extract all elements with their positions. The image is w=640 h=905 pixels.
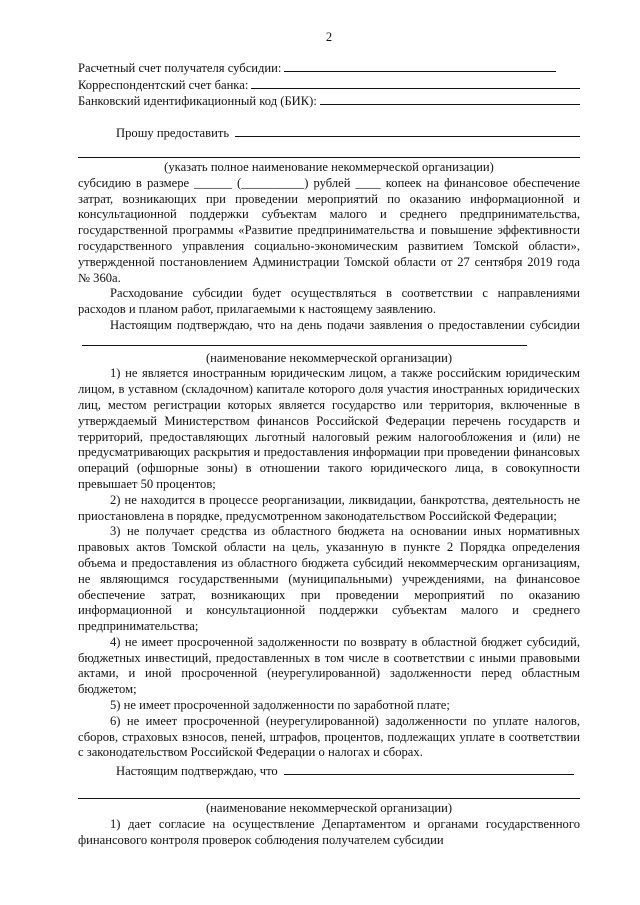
confirm1-lead: Настоящим подтверждаю, что на день подачи заявления о предоставлении субсидии [78,318,580,351]
confirm1-item-2: 2) не находится в процессе реорганизации, ликвидации, банкротства, деятельность не приостановлена в порядке, предусмотренном законодательством Российской Федерации; [78,492,580,523]
confirm1-caption: (наименование некоммерческой организации) [205,350,453,365]
bik-blank[interactable] [320,93,580,105]
confirm1-item-6: 6) не имеет просроченной (неурегулированной) задолженности по уплате налогов, сборов, страховых взносов, пеней, штрафов, процентов, подлежащих уплате в соответствии с законодательством Российской Федерации о налогах и сборах. [78,713,580,760]
confirm2-row [78,763,580,780]
account-blank[interactable] [284,60,556,72]
confirm2-item-1: 1) дает согласие на осуществление Департаментом и органами государственного финансового контроля проверок соблюдения получателем субсидии [78,816,580,847]
request-row [78,125,580,142]
corr-row [78,77,580,94]
confirm2-blank[interactable] [284,763,574,775]
confirm1-item-5: 5) не имеет просроченной задолженности по заработной плате; [110,698,450,713]
org-name-blank[interactable] [235,125,580,137]
confirm2-blank-2[interactable] [78,788,580,799]
confirm1-item-3: 3) не получает средства из областного бюджета на основании иных нормативных правовых актов Томской области на цель, указанную в пункте 2 Порядка определения объема и предоставления из областного бюджета субсидий некоммерческим организациям, не являющимся государственными (муниципальными) учреждениями, на финансовое обеспечение затрат, возникающих при проведении мероприятий по оказанию информационной и консультационной поддержки субъектам малого и среднего предпринимательства; [78,524,580,634]
spending-paragraph: Расходование субсидии будет осуществляться в соответствии с направлениями расходов и планом работ, прилагаемыми к настоящему заявлению. [78,286,580,317]
bik-label: Банковский идентификационный код (БИК): [78,94,317,109]
confirm1-item-1: 1) не является иностранным юридическим лицом, а также российским юридическим лицом, в уставном (складочном) капитале которого доля участия иностранных юридических лиц, местом регистрации которых является государство или территория, включенные в утверждаемый Министерством финансов Российской Федерации перечень государств и территорий, предоставляющих льготный налоговый режим налогообложения и (или) не предусматривающих раскрытия и предоставления информации при проведении финансовых операций (офшорные зоны) в отношении такого юридического лица, в совокупности превышает 50 процентов; [78,366,580,491]
confirm1-item-4: 4) не имеет просроченной задолженности по возврату в областной бюджет субсидий, бюджетных инвестиций, предоставленных в том числе в соответствии с иными правовыми актами, и иной просроченной (неурегулированной) задолженности перед областным бюджетом; [78,634,580,697]
corr-label: Корреспондентский счет банка: [78,77,249,92]
account-row [78,60,580,77]
corr-blank[interactable] [251,77,580,89]
confirm1-blank[interactable] [82,334,527,346]
account-label: Расчетный счет получателя субсидии: [78,60,282,75]
request-lead: Прошу предоставить [116,126,230,141]
confirm2-caption: (наименование некоммерческой организации) [205,801,453,816]
request-body: субсидию в размере ______ (__________) рублей ____ копеек на финансовое обеспечение затрат, возникающих при проведении мероприятий по оказанию информационной и консультационной поддержки субъектам малого и среднего предпринимательства, государственной программы «Развитие предпринимательства и повышение эффективности государственного управления социально-экономическим развитием Томской области», утвержденной постановлением Администрации Томской области от 27 сентября 2019 года № 360а. [78,175,580,285]
org-caption: (указать полное наименование некоммерческой организации) [164,159,494,174]
bik-row [78,93,580,110]
page-number: 2 [325,30,333,44]
org-name-blank-2[interactable] [78,147,580,158]
confirm2-lead: Настоящим подтверждаю, что [116,764,278,779]
